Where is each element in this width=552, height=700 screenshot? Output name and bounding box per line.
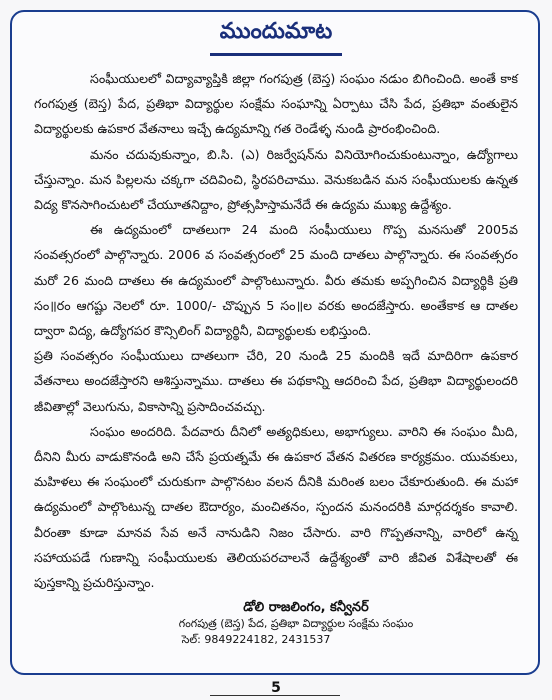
signature-block xyxy=(0,600,552,648)
paragraph-3 xyxy=(34,217,518,343)
signature-org: గంగపుత్ర (బెస్త) పేద, ప్రతిభా విద్యార్థుల సంక్షేమ సంఘం xyxy=(178,617,414,630)
paragraph-2-text: మనం చదువుకున్నాం, బి.సి. (ఎ) రిజర్వేషన్‌ను వినియోగించుకుంటున్నాం, ఉద్యోగాలు చేస్తున్నాం. మన పిల్లలను చక్కగా చదివించి, స్థిరపరిచాము. వెనుకబడిన మన సంఘీయులకు ఉన్నత విద్య కొనసాగించుటలో చేయూతనిద్దాం, ప్రోత్సహిస్తామనేదే ఈ ఉద్యమ ముఖ్య ఉద్దేశ్యం. xyxy=(34,146,518,213)
paragraph-1-text: సంఘీయులలో విద్యావ్యాప్తికి జిల్లా గంగపుత్ర (బెస్త) సంఘం నడుం బిగించింది. అంతే కాక గంగపుత్ర (బెస్త) పేద, ప్రతిభా విద్యార్థుల సంక్షేమ సంఘాన్ని ఏర్పాటు చేసి పేద, ప్రతిభా వంతులైన విద్యార్థులకు ఉపకార వేతనాలు ఇచ్చే ఉద్యమాన్ని గత రెండేళ్ళ నుండి ప్రారంభించింది. xyxy=(34,71,518,137)
paragraph-2 xyxy=(34,142,518,218)
paragraph-1 xyxy=(34,66,518,142)
page-number: 5 xyxy=(271,680,281,696)
paragraph-5 xyxy=(34,419,518,595)
page-title: ముందుమాట xyxy=(210,18,343,56)
signature-phone: సెల్: 9849224182, 2431537 xyxy=(181,633,331,646)
paragraph-4 xyxy=(34,343,518,419)
signature-name: డోలి రాజలింగం, కన్వీనర్ xyxy=(243,600,369,615)
paragraph-5-text: సంఘం అందరిది. పేదవారు దీనిలో అత్యధికులు, అభాగ్యులు. వారిని ఈ సంఘం మీది, దీనిని మీరు వాడుకొనండి అని చేసే ప్రయత్నమే ఈ ఉపకార వేతన వితరణ కార్యక్రమం. యువకులు, మహిళలు ఈ సంఘంలో చురుకుగా పాల్గొనటం వలన దీనికి మరింత బలం చేకూరుతుంది. ఈ మహా ఉద్యమంలో పాల్గొంటున్న దాతల ఔదార్యం, మంచితనం, స్పందన మనందరికి మార్గదర్శకం కావాలి. వీరంతా కూడా మానవ సేవ అనే నానుడిని నిజం చేసారు. వారి గొప్పతనాన్ని, వారిలో ఉన్న సహాయపడే గుణాన్ని సంఘీయులకు తెలియపరచాలనే ఉద్దేశ్యంతో వారి జీవిత విశేషాలతో ఈ పుస్తకాన్ని ప్రచురిస్తున్నాం. xyxy=(34,423,518,591)
paragraph-3-text: ఈ ఉద్యమంలో దాతలుగా 24 మంది సంఘీయులు గొప్ప మనసుతో 2005వ సంవత్సరంలో పాల్గొన్నారు. 2006 వ సంవత్సరంలో 25 మంది దాతలు పాల్గొన్నారు. ఈ సంవత్సరం మరో 26 మంది దాతలు ఈ ఉద్యమంలో పాల్గొంటున్నారు. వీరు తమకు అప్పగించిన విద్యార్థికి ప్రతి సం॥రం ఆగష్టు నెలలో రూ. 1000/- చొప్పున 5 సం॥ల వరకు అందజేస్తారు. అంతేకాక ఆ దాతల ద్వారా విద్య, ఉద్యోగపర కౌన్సిలింగ్ విద్యార్థినీ, విద్యార్థులకు లభిస్తుంది. xyxy=(34,222,518,339)
title-container xyxy=(0,18,552,56)
paragraph-4-text: ప్రతి సంవత్సరం సంఘీయులు దాతలుగా చేరి, 20 నుండి 25 మందికి ఇదే మాదిరిగా ఉపకార వేతనాలు అందజేస్తారని ఆశిస్తున్నాము. దాతలు ఈ పథకాన్ని ఆదరించి పేద, ప్రతిభా విద్యార్థులందరి జీవితాల్లో వెలుగును, వికాసాన్ని ప్రసాదించవచ్చు. xyxy=(34,348,518,414)
page-number-rule xyxy=(210,695,340,696)
document-body xyxy=(34,66,518,595)
